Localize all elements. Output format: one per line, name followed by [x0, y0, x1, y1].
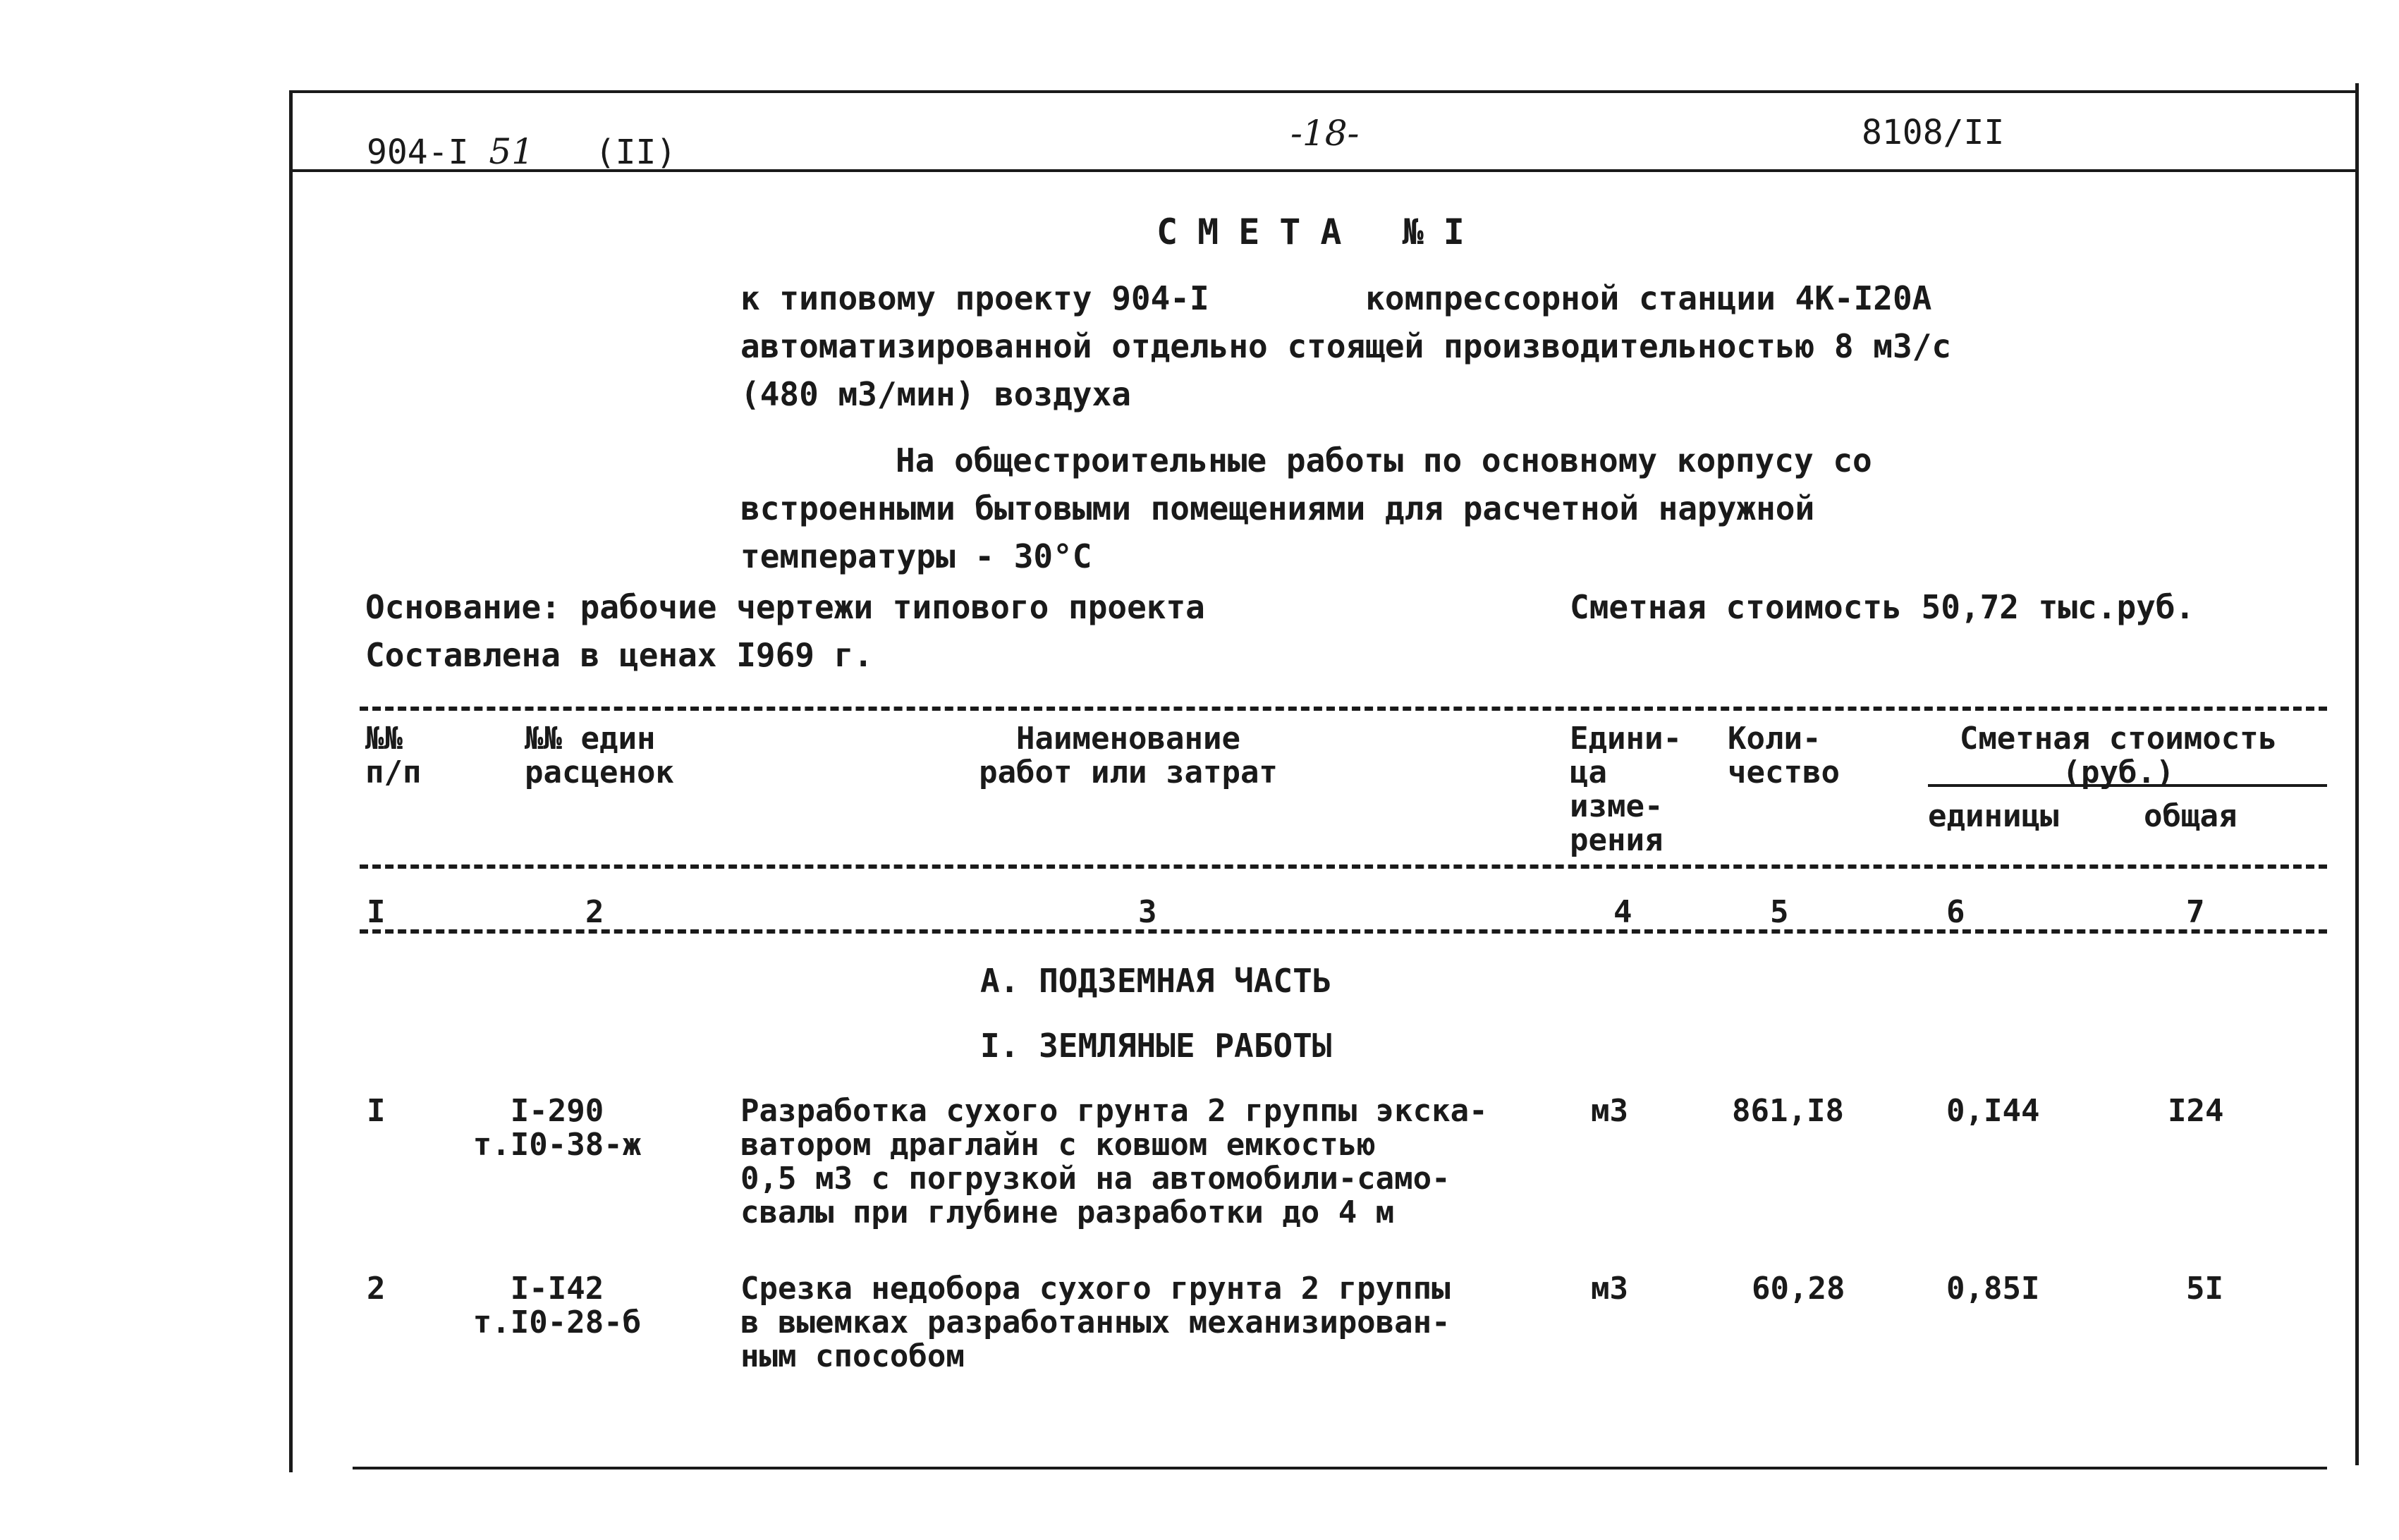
intro-line-3: (480 м3/мин) воздуха [740, 375, 1131, 413]
intro-line-6: температуры - 30°С [740, 537, 1092, 575]
page-number: -18- [1290, 113, 1360, 154]
estimated-cost: Сметная стоимость 50,72 тыс.руб. [1570, 588, 2195, 626]
col-numbers-rule [360, 929, 2327, 934]
row-1-code: I-290 т.I0-38-ж [472, 1093, 642, 1163]
row-1-unit: м3 [1591, 1093, 1628, 1129]
col-number-4: 4 [1613, 894, 1632, 930]
row-1-name: Разработка сухого грунта 2 группы экска- ватором драглайн с ковшом емкостью 0,5 м3 с погрузкой на автомобили-само- свалы при глубине разработки до 4 м [740, 1093, 1488, 1230]
document-title: СМЕТА №I [1156, 212, 1484, 252]
section-a-heading: А. ПОДЗЕМНАЯ ЧАСТЬ [980, 962, 1332, 1000]
frame-top-line [292, 90, 2358, 93]
row-2-unit: м3 [1591, 1271, 1628, 1307]
basis-line-1: Основание: рабочие чертежи типового проекта [365, 588, 1205, 626]
section-1-heading: I. ЗЕМЛЯНЫЕ РАБОТЫ [980, 1027, 1332, 1065]
row-1-total: I24 [2168, 1093, 2224, 1129]
row-2-code: I-I42 т.I0-28-б [472, 1271, 642, 1340]
intro-line-5: встроенными бытовыми помещениями для расчетной наружной [740, 489, 1815, 527]
row-2-num: 2 [367, 1271, 386, 1307]
row-2-name: Срезка недобора сухого грунта 2 группы в выемках разработанных механизирован- ным способом [740, 1271, 1451, 1374]
row-1-qty: 861,I8 [1732, 1093, 1844, 1129]
frame-bottom-line [353, 1467, 2327, 1469]
basis-line-2: Составлена в ценах I969 г. [365, 636, 874, 674]
col-number-7: 7 [2186, 894, 2205, 930]
header-col5: Коли- чество [1728, 721, 1840, 790]
sheet-code: 8108/II [1862, 113, 2005, 152]
intro-line-1: к типовому проекту 904-I компрессорной станции 4К-I20А [740, 279, 1932, 317]
header-col7: общая [2144, 798, 2238, 834]
row-2-qty: 60,28 [1752, 1271, 1845, 1307]
project-code: 904-I 51 (II) [367, 131, 677, 172]
header-col1: №№ п/п [365, 721, 422, 790]
header-col67: Сметная стоимость (руб.) [1959, 721, 2278, 790]
col-number-6: 6 [1946, 894, 1965, 930]
header-col4: Едини- ца изме- рения [1570, 721, 1682, 858]
row-1-unit-price: 0,I44 [1946, 1093, 2040, 1129]
row-2-unit-price: 0,85I [1946, 1271, 2040, 1307]
frame-right-border [2355, 83, 2359, 1465]
intro-line-4: На общестроительные работы по основному корпусу со [896, 441, 1872, 479]
col-number-1: I [367, 894, 386, 930]
row-2-total: 5I [2186, 1271, 2223, 1307]
row-1-num: I [367, 1093, 386, 1129]
col-number-5: 5 [1770, 894, 1789, 930]
table-header-bottom-rule [360, 864, 2327, 869]
col-number-2: 2 [585, 894, 604, 930]
intro-line-2: автоматизированной отдельно стоящей производительностью 8 м3/с [740, 327, 1952, 365]
header-col6: единицы [1928, 798, 2059, 834]
table-top-rule [360, 707, 2327, 711]
col-number-3: 3 [1138, 894, 1157, 930]
header-col2: №№ един расценок [525, 721, 674, 790]
frame-left-border [289, 90, 293, 1472]
header-col3: Наименование работ или затрат [979, 721, 1278, 790]
